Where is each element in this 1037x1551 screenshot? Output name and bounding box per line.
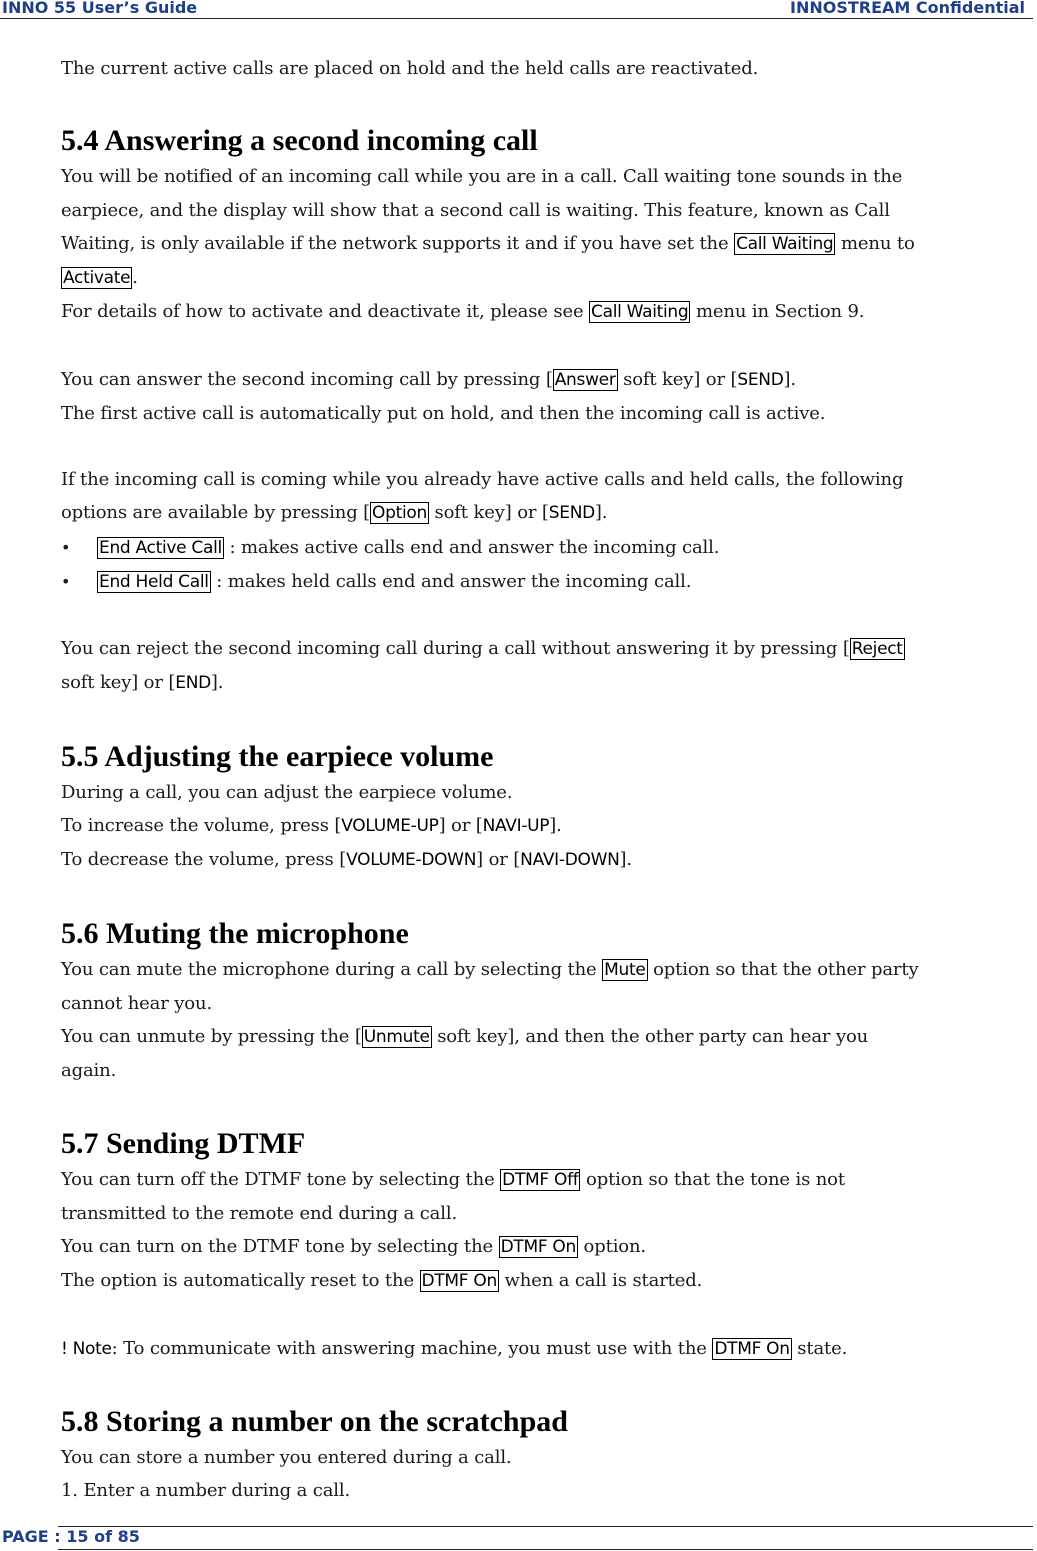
- paragraph-line: If the incoming call is coming while you already have active calls and held calls, the following: [61, 469, 904, 491]
- unmute-softkey-term: Unmute: [363, 1026, 430, 1047]
- call-waiting-menu-term: Call Waiting: [591, 302, 689, 323]
- list-item: • End Active Call : makes active calls end and answer the incoming call.: [61, 531, 1029, 565]
- activate-term: Activate: [63, 268, 131, 288]
- footer-divider: [58, 1549, 1033, 1550]
- paragraph-line: You can turn off the DTMF tone by selecting the DTMF Off option so that the tone is not: [61, 1168, 845, 1190]
- paragraph-line: For details of how to activate and deactivate it, please see Call Waiting menu in Section 9.: [61, 301, 865, 323]
- intro-text: The current active calls are placed on hold and the held calls are reactivated.: [61, 58, 759, 79]
- dtmf-on-term: DTMF On: [714, 1338, 790, 1359]
- paragraph-line: cannot hear you.: [61, 992, 213, 1014]
- section-5-4-heading: 5.4 Answering a second incoming call: [61, 124, 538, 158]
- end-held-call-term: End Held Call: [99, 571, 209, 592]
- volume-down-key-term: VOLUME-DOWN: [346, 850, 477, 871]
- dtmf-on-term: DTMF On: [421, 1271, 497, 1292]
- paragraph-line: Waiting, is only available if the network supports it and if you have set the Call Waiting menu to: [61, 232, 915, 254]
- call-waiting-menu-term: Call Waiting: [736, 233, 834, 254]
- paragraph-line: You can mute the microphone during a call by selecting the Mute option so that the other party: [61, 958, 919, 980]
- paragraph-line: Activate .: [63, 267, 138, 288]
- paragraph-line: You can turn on the DTMF tone by selecting the DTMF On option.: [61, 1235, 647, 1257]
- paragraph-line: The first active call is automatically put on hold, and then the incoming call is active.: [61, 402, 826, 424]
- paragraph-line: again.: [61, 1060, 117, 1082]
- send-key-term: SEND: [548, 503, 595, 524]
- section-5-6-heading: 5.6 Muting the microphone: [61, 916, 409, 950]
- section-5-5-heading: 5.5 Adjusting the earpiece volume: [61, 739, 494, 773]
- section-5-7-heading: 5.7 Sending DTMF: [61, 1126, 306, 1160]
- paragraph-line: To decrease the volume, press [VOLUME-DOWN] or [NAVI-DOWN].: [61, 849, 632, 871]
- mute-option-term: Mute: [604, 959, 646, 980]
- dtmf-off-term: DTMF Off: [502, 1169, 579, 1190]
- option-softkey-term: Option: [372, 503, 427, 524]
- bullet-icon: •: [61, 537, 71, 557]
- end-key-term: END: [175, 673, 211, 694]
- paragraph-line: To increase the volume, press [VOLUME-UP] or [NAVI-UP].: [61, 814, 562, 836]
- bullet-icon: •: [61, 571, 71, 591]
- paragraph-line: You can answer the second incoming call by pressing [ Answer soft key] or [SEND].: [61, 368, 796, 390]
- page-content: [61, 52, 1029, 1507]
- answer-softkey-term: Answer: [554, 369, 616, 390]
- send-key-term: SEND: [737, 369, 784, 390]
- paragraph-line: You can store a number you entered during a call.: [61, 1446, 512, 1468]
- list-item: • End Held Call : makes held calls end and answer the incoming call.: [61, 565, 1029, 599]
- reject-softkey-term: Reject: [851, 639, 903, 660]
- paragraph-line: transmitted to the remote end during a call.: [61, 1202, 458, 1224]
- paragraph-line: You will be notified of an incoming call while you are in a call. Call waiting tone sounds in the: [61, 166, 903, 188]
- footer-divider: [58, 1526, 1033, 1527]
- dtmf-on-term: DTMF On: [500, 1236, 576, 1257]
- page-number: PAGE : 15 of 85: [2, 1527, 140, 1546]
- volume-up-key-term: VOLUME-UP: [341, 815, 439, 836]
- note-line: ! Note: To communicate with answering machine, you must use with the DTMF On state.: [61, 1337, 848, 1359]
- paragraph-line: During a call, you can adjust the earpiece volume.: [61, 781, 513, 803]
- paragraph-line: You can unmute by pressing the [ Unmute soft key], and then the other party can hear you: [61, 1025, 869, 1047]
- header-confidential: INNOSTREAM Confidential: [790, 0, 1025, 17]
- paragraph-line: 1. Enter a number during a call.: [61, 1480, 351, 1502]
- section-5-8-heading: 5.8 Storing a number on the scratchpad: [61, 1404, 568, 1438]
- paragraph-line: earpiece, and the display will show that a second call is waiting. This feature, known as Call: [61, 199, 890, 221]
- end-active-call-term: End Active Call: [99, 537, 222, 558]
- navi-up-key-term: NAVI-UP: [482, 815, 550, 836]
- navi-down-key-term: NAVI-DOWN: [520, 850, 620, 871]
- note-label: ! Note: [61, 1338, 112, 1359]
- paragraph-line: You can reject the second incoming call during a call without answering it by pressing [ Reject: [61, 638, 903, 660]
- header-guide-title: INNO 55 User’s Guide: [2, 0, 198, 17]
- header-divider: [0, 18, 1033, 19]
- paragraph-line: soft key] or [END].: [61, 672, 224, 694]
- paragraph-line: options are available by pressing [ Option soft key] or [SEND].: [61, 502, 608, 524]
- paragraph-line: The option is automatically reset to the DTMF On when a call is started.: [61, 1270, 703, 1292]
